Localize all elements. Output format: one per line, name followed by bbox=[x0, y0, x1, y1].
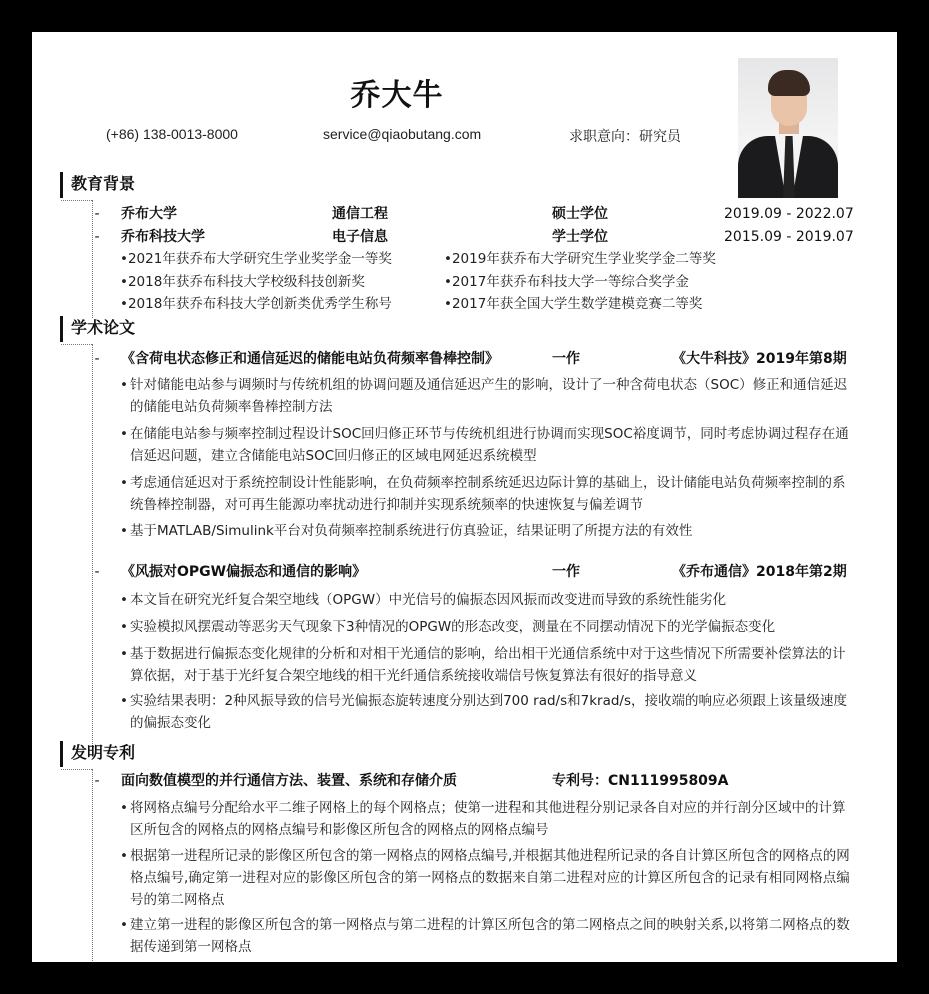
section-divider bbox=[61, 344, 92, 345]
dash-marker: - bbox=[94, 351, 100, 367]
paper-title: 《含荷电状态修正和通信延迟的储能电站负荷频率鲁棒控制》 bbox=[121, 351, 499, 367]
author-role: 一作 bbox=[552, 351, 580, 367]
section-rail bbox=[92, 769, 93, 962]
section-divider bbox=[61, 200, 92, 201]
award-item: •2017年获乔布科技大学一等综合奖学金 bbox=[444, 274, 689, 290]
award-item: •2017年获全国大学生数学建模竞赛二等奖 bbox=[444, 296, 703, 312]
dash-marker: - bbox=[94, 229, 100, 245]
degree: 硕士学位 bbox=[552, 206, 608, 222]
school-name: 乔布科技大学 bbox=[121, 229, 205, 245]
candidate-name: 乔大牛 bbox=[350, 78, 444, 113]
email-address: service@qiaobutang.com bbox=[323, 126, 482, 142]
patent-number: 专利号：CN111995809A bbox=[552, 773, 729, 789]
paper-bullet: • 实验结果表明：2种风振导致的信号光偏振态旋转速度分别达到700 rad/s和7krad/s，接收端的响应必须跟上该量级速度的偏振态变化 bbox=[120, 693, 848, 731]
journal-venue: 《乔布通信》2018年第2期 bbox=[672, 564, 847, 580]
paper-bullet: • 在储能电站参与频率控制过程设计SOC回归修正环节与传统机组进行协调而实现SOC裕度调节，同时考虑协调过程存在通信延迟问题，建立含储能电站SOC回归修正的区域电网延迟系统模型 bbox=[120, 426, 849, 464]
study-period: 2015.09 - 2019.07 bbox=[724, 229, 854, 245]
section-title-papers: 学术论文 bbox=[60, 316, 135, 342]
patent-bullet: • 将网格点编号分配给水平二维子网格上的每个网格点；使第一进程和其他进程分别记录各自对应的并行剖分区域中的计算区所包含的网格点的网格点编号和影像区所包含的网格点的网格点编号 bbox=[120, 800, 846, 838]
section-title-patents: 发明专利 bbox=[60, 741, 135, 767]
award-item: •2021年获乔布大学研究生学业奖学金一等奖 bbox=[120, 251, 392, 267]
phone-number: (+86) 138-0013-8000 bbox=[106, 126, 238, 142]
major: 电子信息 bbox=[332, 229, 388, 245]
patent-entry bbox=[92, 770, 852, 792]
paper-entry bbox=[92, 348, 852, 370]
section-rail bbox=[92, 344, 93, 746]
section-title-education: 教育背景 bbox=[60, 172, 135, 198]
dash-marker: - bbox=[94, 206, 100, 222]
profile-photo bbox=[738, 58, 838, 198]
author-role: 一作 bbox=[552, 564, 580, 580]
education-entry bbox=[92, 226, 852, 248]
paper-bullet: • 基于数据进行偏振态变化规律的分析和对相干光通信的影响，给出相干光通信系统中对于这些情况下所需要补偿算法的计算依据，对于基于光纤复合架空地线的相干光纤通信系统接收端信号恢复算法有很好的指导意义 bbox=[120, 646, 846, 684]
dash-marker: - bbox=[94, 773, 100, 789]
section-divider bbox=[61, 769, 92, 770]
major: 通信工程 bbox=[332, 206, 388, 222]
paper-bullet: • 考虑通信延迟对于系统控制设计性能影响，在负荷频率控制系统延迟边际计算的基础上，设计储能电站负荷频率控制的系统鲁棒控制器，对可再生能源功率扰动进行抑制并实现系统频率的快速恢复与偏差调节 bbox=[120, 475, 846, 513]
education-entry bbox=[92, 203, 852, 225]
patent-title: 面向数值模型的并行通信方法、装置、系统和存储介质 bbox=[121, 773, 457, 789]
paper-title: 《风振对OPGW偏振态和通信的影响》 bbox=[121, 564, 367, 580]
patent-bullet: • 建立第一进程的影像区所包含的第一网格点与第二进程的计算区所包含的第二网格点之间的映射关系,以将第二网格点的数据传递到第一网格点 bbox=[120, 917, 850, 955]
award-item: •2018年获乔布科技大学创新类优秀学生称号 bbox=[120, 296, 392, 312]
resume-page bbox=[32, 32, 897, 962]
study-period: 2019.09 - 2022.07 bbox=[724, 206, 854, 222]
degree: 学士学位 bbox=[552, 229, 608, 245]
paper-entry bbox=[92, 561, 852, 583]
award-item: •2019年获乔布大学研究生学业奖学金二等奖 bbox=[444, 251, 716, 267]
dash-marker: - bbox=[94, 564, 100, 580]
paper-bullet: • 实验模拟风摆震动等恶劣天气现象下3种情况的OPGW的形态改变，测量在不同摆动情况下的光学偏振态变化 bbox=[120, 619, 776, 635]
school-name: 乔布大学 bbox=[121, 206, 177, 222]
paper-bullet: • 本文旨在研究光纤复合架空地线（OPGW）中光信号的偏振态因风振而改变进而导致的系统性能劣化 bbox=[120, 592, 727, 608]
paper-bullet: • 针对储能电站参与调频时与传统机组的协调问题及通信延迟产生的影响，设计了一种含荷电状态（SOC）修正和通信延迟的储能电站负荷频率鲁棒控制方法 bbox=[120, 377, 848, 415]
job-objective: 求职意向：研究员 bbox=[569, 128, 681, 144]
paper-bullet: • 基于MATLAB/Simulink平台对负荷频率控制系统进行仿真验证，结果证明了所提方法的有效性 bbox=[120, 523, 693, 539]
patent-bullet: • 根据第一进程所记录的影像区所包含的第一网格点的网格点编号,并根据其他进程所记录的各自计算区所包含的网格点的网格点编号,确定第一进程对应的影像区所包含的第一网格点的数据来自第二进程对应的计算区所包含的记录有相同网格点编号的第二网格点 bbox=[120, 848, 850, 908]
journal-venue: 《大牛科技》2019年第8期 bbox=[672, 351, 847, 367]
award-item: •2018年获乔布科技大学校级科技创新奖 bbox=[120, 274, 365, 290]
